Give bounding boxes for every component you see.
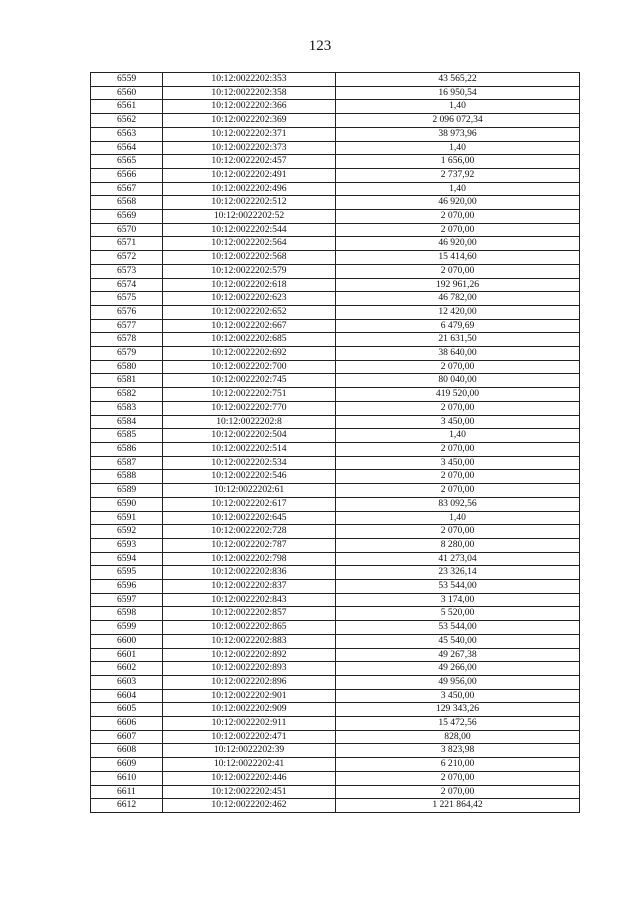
cadastral-number-cell: 10:12:0022202:893	[163, 662, 336, 676]
table-row	[91, 758, 580, 772]
cadastral-number-cell: 10:12:0022202:8	[163, 415, 336, 429]
table-row	[91, 497, 580, 511]
cadastral-number-cell: 10:12:0022202:41	[163, 758, 336, 772]
cadastral-number-cell: 10:12:0022202:865	[163, 621, 336, 635]
amount-cell: 46 920,00	[336, 196, 580, 210]
table-row	[91, 648, 580, 662]
amount-cell: 2 070,00	[336, 210, 580, 224]
cadastral-number-cell: 10:12:0022202:353	[163, 73, 336, 87]
row-number-cell: 6609	[91, 758, 163, 772]
cadastral-number-cell: 10:12:0022202:457	[163, 155, 336, 169]
cadastral-number-cell: 10:12:0022202:857	[163, 607, 336, 621]
table-row	[91, 634, 580, 648]
table-row	[91, 264, 580, 278]
cadastral-number-cell: 10:12:0022202:546	[163, 470, 336, 484]
table-row	[91, 415, 580, 429]
row-number-cell: 6579	[91, 347, 163, 361]
table-row	[91, 360, 580, 374]
data-table	[90, 72, 580, 813]
cadastral-number-cell: 10:12:0022202:837	[163, 580, 336, 594]
row-number-cell: 6572	[91, 251, 163, 265]
cadastral-number-cell: 10:12:0022202:667	[163, 319, 336, 333]
row-number-cell: 6562	[91, 114, 163, 128]
amount-cell: 83 092,56	[336, 497, 580, 511]
table-row	[91, 744, 580, 758]
row-number-cell: 6576	[91, 305, 163, 319]
amount-cell: 129 343,26	[336, 703, 580, 717]
table-row	[91, 155, 580, 169]
amount-cell: 1,40	[336, 100, 580, 114]
table-row	[91, 374, 580, 388]
row-number-cell: 6591	[91, 511, 163, 525]
row-number-cell: 6569	[91, 210, 163, 224]
cadastral-number-cell: 10:12:0022202:909	[163, 703, 336, 717]
row-number-cell: 6603	[91, 675, 163, 689]
amount-cell: 1 221 864,42	[336, 799, 580, 813]
table-row	[91, 251, 580, 265]
table-row	[91, 114, 580, 128]
amount-cell: 49 956,00	[336, 675, 580, 689]
amount-cell: 192 961,26	[336, 278, 580, 292]
row-number-cell: 6611	[91, 785, 163, 799]
cadastral-number-cell: 10:12:0022202:798	[163, 552, 336, 566]
amount-cell: 6 479,69	[336, 319, 580, 333]
table-row	[91, 717, 580, 731]
amount-cell: 45 540,00	[336, 634, 580, 648]
amount-cell: 3 450,00	[336, 456, 580, 470]
cadastral-number-cell: 10:12:0022202:446	[163, 771, 336, 785]
amount-cell: 23 326,14	[336, 566, 580, 580]
cadastral-number-cell: 10:12:0022202:901	[163, 689, 336, 703]
row-number-cell: 6584	[91, 415, 163, 429]
row-number-cell: 6595	[91, 566, 163, 580]
table-row	[91, 525, 580, 539]
row-number-cell: 6561	[91, 100, 163, 114]
amount-cell: 16 950,54	[336, 86, 580, 100]
cadastral-number-cell: 10:12:0022202:462	[163, 799, 336, 813]
table-row	[91, 86, 580, 100]
amount-cell: 1,40	[336, 141, 580, 155]
cadastral-number-cell: 10:12:0022202:770	[163, 401, 336, 415]
cadastral-number-cell: 10:12:0022202:623	[163, 292, 336, 306]
cadastral-number-cell: 10:12:0022202:745	[163, 374, 336, 388]
row-number-cell: 6586	[91, 442, 163, 456]
row-number-cell: 6568	[91, 196, 163, 210]
amount-cell: 2 070,00	[336, 525, 580, 539]
cadastral-number-cell: 10:12:0022202:471	[163, 730, 336, 744]
table-row	[91, 799, 580, 813]
cadastral-number-cell: 10:12:0022202:39	[163, 744, 336, 758]
row-number-cell: 6592	[91, 525, 163, 539]
amount-cell: 53 544,00	[336, 580, 580, 594]
amount-cell: 8 280,00	[336, 538, 580, 552]
cadastral-number-cell: 10:12:0022202:514	[163, 442, 336, 456]
table-row	[91, 785, 580, 799]
row-number-cell: 6559	[91, 73, 163, 87]
amount-cell: 38 973,96	[336, 127, 580, 141]
row-number-cell: 6606	[91, 717, 163, 731]
amount-cell: 15 414,60	[336, 251, 580, 265]
cadastral-number-cell: 10:12:0022202:700	[163, 360, 336, 374]
table-row	[91, 484, 580, 498]
table-row	[91, 401, 580, 415]
cadastral-number-cell: 10:12:0022202:883	[163, 634, 336, 648]
row-number-cell: 6566	[91, 168, 163, 182]
row-number-cell: 6596	[91, 580, 163, 594]
cadastral-number-cell: 10:12:0022202:496	[163, 182, 336, 196]
amount-cell: 15 472,56	[336, 717, 580, 731]
table-row	[91, 182, 580, 196]
amount-cell: 38 640,00	[336, 347, 580, 361]
row-number-cell: 6594	[91, 552, 163, 566]
amount-cell: 2 070,00	[336, 223, 580, 237]
cadastral-number-cell: 10:12:0022202:896	[163, 675, 336, 689]
row-number-cell: 6578	[91, 333, 163, 347]
amount-cell: 2 070,00	[336, 264, 580, 278]
amount-cell: 80 040,00	[336, 374, 580, 388]
row-number-cell: 6573	[91, 264, 163, 278]
table-row	[91, 621, 580, 635]
row-number-cell: 6585	[91, 429, 163, 443]
amount-cell: 2 070,00	[336, 401, 580, 415]
amount-cell: 2 737,92	[336, 168, 580, 182]
amount-cell: 5 520,00	[336, 607, 580, 621]
amount-cell: 46 782,00	[336, 292, 580, 306]
table-row	[91, 100, 580, 114]
row-number-cell: 6589	[91, 484, 163, 498]
cadastral-number-cell: 10:12:0022202:568	[163, 251, 336, 265]
amount-cell: 49 267,38	[336, 648, 580, 662]
row-number-cell: 6607	[91, 730, 163, 744]
cadastral-number-cell: 10:12:0022202:504	[163, 429, 336, 443]
cadastral-number-cell: 10:12:0022202:787	[163, 538, 336, 552]
table-row	[91, 662, 580, 676]
amount-cell: 43 565,22	[336, 73, 580, 87]
table-row	[91, 210, 580, 224]
cadastral-number-cell: 10:12:0022202:373	[163, 141, 336, 155]
table-row	[91, 456, 580, 470]
amount-cell: 3 450,00	[336, 415, 580, 429]
cadastral-number-cell: 10:12:0022202:751	[163, 388, 336, 402]
table-row	[91, 470, 580, 484]
table-row	[91, 168, 580, 182]
cadastral-number-cell: 10:12:0022202:618	[163, 278, 336, 292]
row-number-cell: 6610	[91, 771, 163, 785]
row-number-cell: 6612	[91, 799, 163, 813]
table-row	[91, 196, 580, 210]
row-number-cell: 6563	[91, 127, 163, 141]
amount-cell: 1,40	[336, 429, 580, 443]
table-row	[91, 703, 580, 717]
amount-cell: 828,00	[336, 730, 580, 744]
table-row	[91, 319, 580, 333]
row-number-cell: 6570	[91, 223, 163, 237]
row-number-cell: 6574	[91, 278, 163, 292]
cadastral-number-cell: 10:12:0022202:366	[163, 100, 336, 114]
cadastral-number-cell: 10:12:0022202:728	[163, 525, 336, 539]
table-row	[91, 333, 580, 347]
amount-cell: 12 420,00	[336, 305, 580, 319]
amount-cell: 2 070,00	[336, 771, 580, 785]
table-row	[91, 223, 580, 237]
table-row	[91, 689, 580, 703]
table-row	[91, 580, 580, 594]
cadastral-number-cell: 10:12:0022202:692	[163, 347, 336, 361]
cadastral-number-cell: 10:12:0022202:645	[163, 511, 336, 525]
row-number-cell: 6602	[91, 662, 163, 676]
page-number: 123	[308, 38, 332, 54]
amount-cell: 1,40	[336, 511, 580, 525]
row-number-cell: 6580	[91, 360, 163, 374]
cadastral-number-cell: 10:12:0022202:836	[163, 566, 336, 580]
amount-cell: 2 070,00	[336, 442, 580, 456]
amount-cell: 46 920,00	[336, 237, 580, 251]
row-number-cell: 6560	[91, 86, 163, 100]
table-row	[91, 730, 580, 744]
row-number-cell: 6587	[91, 456, 163, 470]
row-number-cell: 6593	[91, 538, 163, 552]
row-number-cell: 6567	[91, 182, 163, 196]
cadastral-number-cell: 10:12:0022202:371	[163, 127, 336, 141]
table-row	[91, 237, 580, 251]
amount-cell: 3 823,98	[336, 744, 580, 758]
cadastral-number-cell: 10:12:0022202:652	[163, 305, 336, 319]
table-body	[91, 73, 580, 813]
row-number-cell: 6582	[91, 388, 163, 402]
row-number-cell: 6575	[91, 292, 163, 306]
row-number-cell: 6605	[91, 703, 163, 717]
table-row	[91, 771, 580, 785]
row-number-cell: 6565	[91, 155, 163, 169]
row-number-cell: 6599	[91, 621, 163, 635]
cadastral-number-cell: 10:12:0022202:451	[163, 785, 336, 799]
row-number-cell: 6581	[91, 374, 163, 388]
amount-cell: 2 070,00	[336, 470, 580, 484]
cadastral-number-cell: 10:12:0022202:369	[163, 114, 336, 128]
row-number-cell: 6571	[91, 237, 163, 251]
cadastral-number-cell: 10:12:0022202:61	[163, 484, 336, 498]
cadastral-number-cell: 10:12:0022202:892	[163, 648, 336, 662]
cadastral-number-cell: 10:12:0022202:579	[163, 264, 336, 278]
cadastral-number-cell: 10:12:0022202:544	[163, 223, 336, 237]
table-row	[91, 538, 580, 552]
cadastral-number-cell: 10:12:0022202:512	[163, 196, 336, 210]
cadastral-number-cell: 10:12:0022202:52	[163, 210, 336, 224]
cadastral-number-cell: 10:12:0022202:911	[163, 717, 336, 731]
cadastral-number-cell: 10:12:0022202:358	[163, 86, 336, 100]
row-number-cell: 6564	[91, 141, 163, 155]
row-number-cell: 6604	[91, 689, 163, 703]
row-number-cell: 6588	[91, 470, 163, 484]
table-row	[91, 511, 580, 525]
row-number-cell: 6590	[91, 497, 163, 511]
table-row	[91, 552, 580, 566]
row-number-cell: 6577	[91, 319, 163, 333]
amount-cell: 2 070,00	[336, 484, 580, 498]
table-row	[91, 73, 580, 87]
amount-cell: 2 070,00	[336, 360, 580, 374]
amount-cell: 53 544,00	[336, 621, 580, 635]
cadastral-number-cell: 10:12:0022202:685	[163, 333, 336, 347]
cadastral-number-cell: 10:12:0022202:534	[163, 456, 336, 470]
table-row	[91, 347, 580, 361]
amount-cell: 21 631,50	[336, 333, 580, 347]
row-number-cell: 6598	[91, 607, 163, 621]
row-number-cell: 6583	[91, 401, 163, 415]
cadastral-number-cell: 10:12:0022202:564	[163, 237, 336, 251]
amount-cell: 3 450,00	[336, 689, 580, 703]
table-row	[91, 442, 580, 456]
amount-cell: 6 210,00	[336, 758, 580, 772]
table-row	[91, 305, 580, 319]
table-row	[91, 127, 580, 141]
table-row	[91, 388, 580, 402]
cadastral-number-cell: 10:12:0022202:491	[163, 168, 336, 182]
row-number-cell: 6608	[91, 744, 163, 758]
amount-cell: 2 070,00	[336, 785, 580, 799]
table-row	[91, 675, 580, 689]
row-number-cell: 6601	[91, 648, 163, 662]
cadastral-number-cell: 10:12:0022202:617	[163, 497, 336, 511]
amount-cell: 419 520,00	[336, 388, 580, 402]
amount-cell: 49 266,00	[336, 662, 580, 676]
amount-cell: 2 096 072,34	[336, 114, 580, 128]
table-row	[91, 593, 580, 607]
table-row	[91, 292, 580, 306]
row-number-cell: 6600	[91, 634, 163, 648]
table-row	[91, 141, 580, 155]
amount-cell: 1,40	[336, 182, 580, 196]
cadastral-number-cell: 10:12:0022202:843	[163, 593, 336, 607]
table-row	[91, 607, 580, 621]
table-row	[91, 278, 580, 292]
table-row	[91, 429, 580, 443]
row-number-cell: 6597	[91, 593, 163, 607]
table-row	[91, 566, 580, 580]
amount-cell: 3 174,00	[336, 593, 580, 607]
amount-cell: 1 656,00	[336, 155, 580, 169]
amount-cell: 41 273,04	[336, 552, 580, 566]
